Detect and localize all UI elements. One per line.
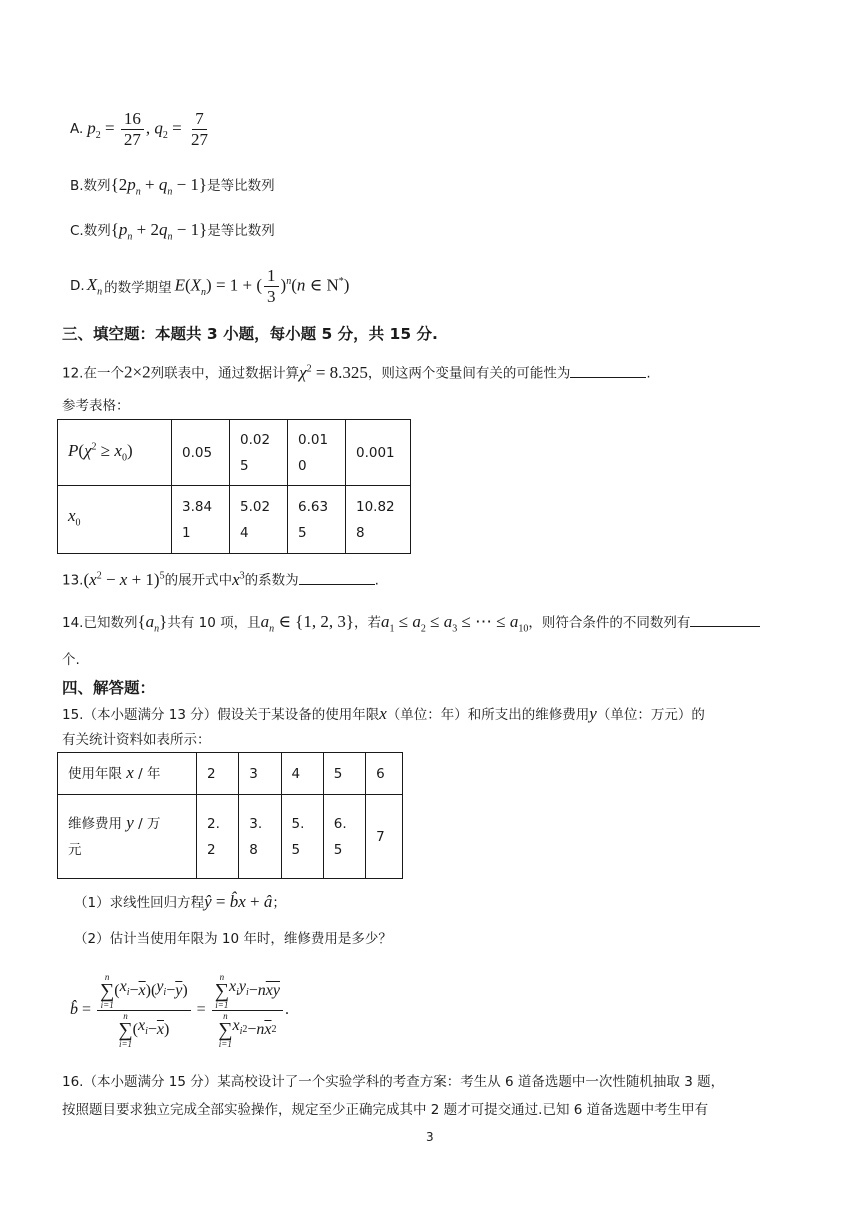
option-c: C.数列$\{p_n + 2q_n - 1\}$是等比数列 [70,220,275,243]
option-a [70,104,213,154]
table-cell: 6.63 5 [288,486,346,554]
question-16-line2: 按照题目要求独立完成全部实验操作，规定至少正确完成其中 2 题才可提交通过.已知 6 道备选题中考生甲有 [62,1102,709,1118]
reference-table-label: 参考表格： [62,398,130,414]
table-cell: 2. 2 [197,795,239,879]
question-15-line2: 有关统计资料如表所示： [62,732,211,748]
question-14: 14.已知数列$\{a_n\}$共有 10 项，且$a_n$ ∈ {1, 2, 3}，若$a_1 \le a_2 \le a_3$ ≤ ⋯ ≤ $a_{10}$，则符合条件的不同数列有 [62,609,760,642]
option-a-label: A. [70,121,84,137]
question-15-line1: 15.（本小题满分 13 分）假设关于某设备的使用年限x（单位：年）和所支出的维修费用y（单位：万元）的 [62,704,705,723]
table-cell: 10.82 8 [346,486,411,554]
table-cell: 3. 8 [239,795,281,879]
table-header-cell: $P(\chi^2 \ge x_0)$ [58,420,172,486]
table-cell: 0.001 [346,420,411,486]
question-14-end: 个. [62,652,80,668]
question-16-line1: 16.（本小题满分 15 分）某高校设计了一个实验学科的考查方案：考生从 6 道备选题中一次性随机抽取 3 题， [62,1074,725,1090]
table-cell: 5. 5 [281,795,323,879]
table-cell: 6. 5 [323,795,365,879]
table-cell: 0.02 5 [230,420,288,486]
option-a-formula: $p_2$ = $\frac{16}{27}$ , $q_2$ = $\frac{7}{27}$ [87,108,208,149]
question-13: $13.(x^2 - x + 1)^5$的展开式中$x^3$的系数为 . [62,569,379,589]
page-number: 3 [426,1130,434,1144]
row-label: 使用年限 x / 年 [58,753,197,795]
section-3-heading: 三、填空题：本题共 3 小题，每小题 5 分，共 15 分. [62,325,438,343]
option-d-formula: $E(X_n) = 1$ + ( $\frac{1}{3}$ )$^n$(n ∈ N*) [174,265,350,306]
question-12: 12.在一个2×2列联表中，通过数据计算$\chi^2 = 8.325$，则这两个变量间有关的可能性为 . [62,362,651,382]
table-cell: 2 [197,753,239,795]
section-4-heading: 四、解答题： [62,679,156,697]
answer-blank[interactable] [570,363,646,378]
answer-blank[interactable] [299,570,375,585]
table-cell: 5.02 4 [230,486,288,554]
option-d: D. $X_n$ 的数学期望 $E(X_n) = 1$ + ( $\frac{1}{3}$ )$^n$(n ∈ N*) [70,265,350,306]
table-cell: 0.01 0 [288,420,346,486]
table-cell: 3.84 1 [172,486,230,554]
regression-formula: b̂ = n ∑ i=1 ( $x_i$ − $\overline{x}$ )( $y_i$ − $\overline{y}$ ) n ∑ i=1 ( $x_i$ − $\overline{x}$ ) = n ∑ i=1 $x_iy_i$ − n $\overline{xy}$ n ∑ i=1 $x_i$ 2 − n $\overline{x}$ 2 . [70,971,289,1049]
answer-blank[interactable] [690,612,760,627]
option-b: B.数列$\{2p_n + q_n - 1\}$是等比数列 [70,175,275,198]
table-cell: 5 [323,753,365,795]
subquestion-2: （2）估计当使用年限为 10 年时，维修费用是多少？ [74,931,392,947]
table-cell: 0.05 [172,420,230,486]
table-cell: 4 [281,753,323,795]
row-label: 维修费用 y / 万 元 [58,795,197,879]
option-c-formula: $\{p_n + 2q_n - 1\}$ [110,220,208,243]
table-header-cell: $x_0$ [58,486,172,554]
table-cell: 7 [366,795,403,879]
table-cell: 6 [366,753,403,795]
maintenance-table [57,752,403,879]
subquestion-1: （1）求线性回归方程ŷ = b̂x + â； [74,892,286,911]
table-cell: 3 [239,753,281,795]
chi-square-reference-table [57,419,411,554]
option-b-formula: $\{2p_n + q_n - 1\}$ [110,175,208,198]
